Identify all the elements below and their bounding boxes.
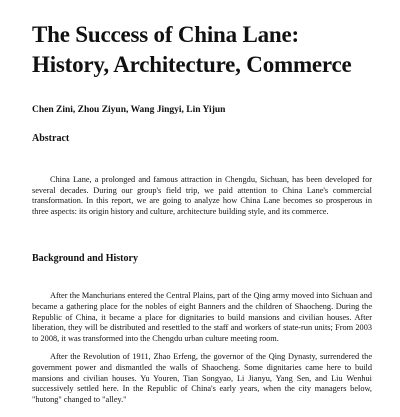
abstract-heading: Abstract — [32, 133, 70, 144]
title-line-2: History, Architecture, Commerce — [32, 52, 352, 77]
title-line-1: The Success of China Lane: — [32, 22, 299, 47]
abstract-paragraph: China Lane, a prolonged and famous attraction in Chengdu, Sichuan, has been developed for several decades. During our group's field trip, we paid attention to China Lane's commercial transformation. In this report, we are going to analyze how China Lane becomes so prosperous in three aspects: its origin history and culture, architecture building style, and its commerce. — [32, 175, 372, 216]
background-paragraph-2: After the Revolution of 1911, Zhao Erfeng, the governor of the Qing Dynasty, surrendered the government power and dismantled the walls of Shaocheng. Some dignitaries came here to build mansions and civilian houses. Yu Youren, Tian Songyao, Li Jianyu, Yang Sen, and Liu Wenhui successively settled here. In the Republic of China's early years, when the city managers below, "hutong" changed to "alley." — [32, 352, 372, 404]
author-list: Chen Zini, Zhou Ziyun, Wang Jingyi, Lin Yijun — [32, 105, 226, 115]
paper-title — [32, 20, 372, 80]
background-heading: Background and History — [32, 253, 138, 265]
background-paragraph-1: After the Manchurians entered the Central Plains, part of the Qing army moved into Sichuan and became a gathering place for the nobles of eight Banners and the children of Shaocheng. During the Republic of China, it became a place for dignitaries to build mansions and civilian houses. After liberation, they will be distributed and resettled to the staff and workers of state-run units; From 2003 to 2008, it was transformed into the Chengdu urban culture meeting room. — [32, 291, 372, 343]
